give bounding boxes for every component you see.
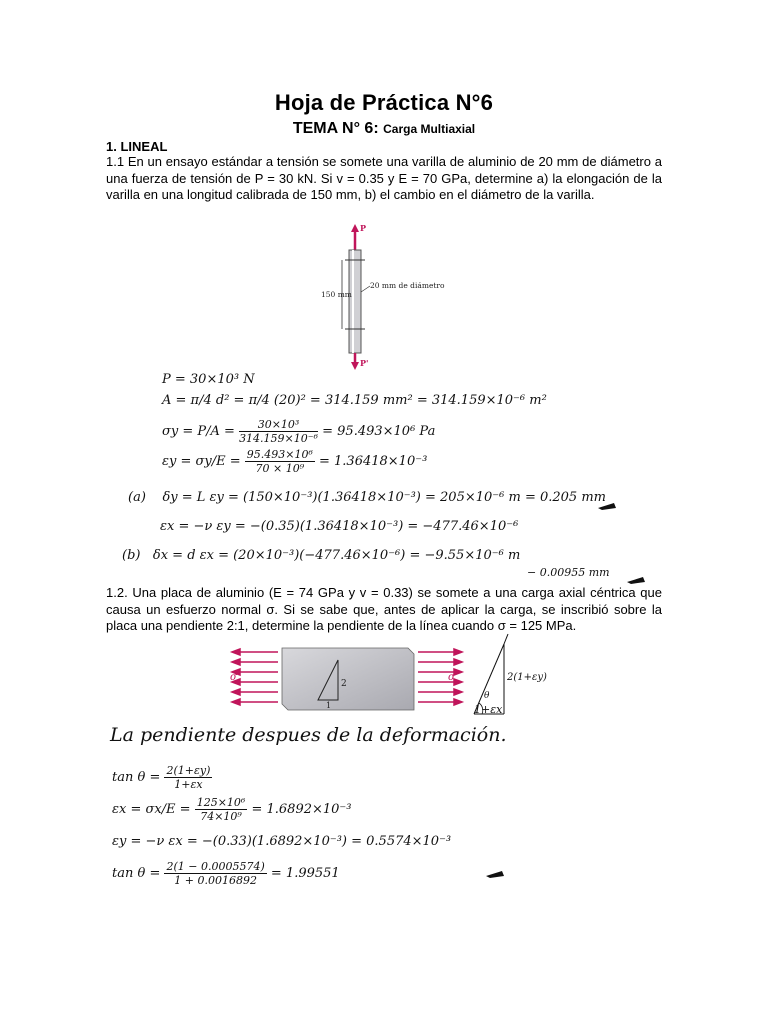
section-heading: 1. LINEAL <box>106 139 168 154</box>
answer-mark-icon <box>484 868 506 880</box>
solution-2-ex: εx = σx/E = $\frac{\text{125×10⁶}}{\text{74×10⁹}}$ = 1.6892×10⁻³ <box>112 796 352 823</box>
solution-2-ey: εy = −ν εx = −(0.33)(1.6892×10⁻³) = 0.5574×10⁻³ <box>112 834 452 849</box>
page-subtitle <box>0 120 768 138</box>
tema-label: TEMA N° 6 <box>292 120 374 137</box>
load-top-label: P <box>360 223 367 233</box>
tema-topic: Carga Multiaxial <box>383 122 476 136</box>
solution-line-sigma: σy = P/A = $\frac{\text{30×10³}}{\text{314.159×10⁻⁶}}$ = 95.493×10⁶ Pa <box>162 418 436 445</box>
sigma-right-label: σ <box>448 672 455 683</box>
triangle-base-label: 1+εx <box>474 703 503 716</box>
slope-rise-label: 2 <box>341 679 347 689</box>
page-title: Hoja de Práctica N°6 <box>274 90 494 115</box>
solution-2-tan-result: tan θ = $\frac{2(1 - 0.0005574)}{1 + 0.0016892}$ = 1.99551 <box>112 860 340 887</box>
tema-colon: : <box>373 120 379 137</box>
solution-line-area: A = π/4 d² = π/4 (20)² = 314.159 mm² = 314.159×10⁻⁶ m² <box>162 393 547 408</box>
rod-body <box>349 250 361 353</box>
solution-line-b-result: − 0.00955 mm <box>527 566 610 579</box>
solution-line-strain: εy = σy/E = $\frac{\text{95.493×10⁶}}{\text{70 × 10⁹}}$ = 1.36418×10⁻³ <box>162 448 428 475</box>
sigma-left-label: σ <box>230 672 237 683</box>
solution-2-heading: La pendiente despues de la deformación. <box>110 724 507 746</box>
solution-line-ex: εx = −ν εy = −(0.35)(1.36418×10⁻³) = −477.46×10⁻⁶ <box>160 519 519 534</box>
angle-label: θ <box>484 691 490 701</box>
solution-line-b: (b) δx = d εx = (20×10⁻³)(−477.46×10⁻⁶) = −9.55×10⁻⁶ m <box>122 548 521 563</box>
solution-2-tan: tan θ = $\frac{2(1+\varepsilon y)}{1+\varepsilon x}$ <box>112 764 211 791</box>
load-bottom-label: P' <box>360 358 369 368</box>
answer-mark-icon <box>596 500 618 512</box>
problem-1-1-text: 1.1 En un ensayo estándar a tensión se somete una varilla de aluminio de 20 mm de diámetro a una fuerza de tensión de P = 30 kN. Si v = 0.35 y E = 70 GPa, determine a) la elongación de la varilla en una longitud calibrada de 150 mm, b) el cambio en el diámetro de la varilla. <box>106 154 662 203</box>
vertical-label: 2(1+εy) <box>507 672 547 683</box>
solution-line-a: (a) δy = L εy = (150×10⁻³)(1.36418×10⁻³) = 205×10⁻⁶ m = 0.205 mm <box>128 490 606 505</box>
problem-1-2-text: 1.2. Una placa de aluminio (E = 74 GPa y v = 0.33) se somete a una carga axial céntrica que causa un esfuerzo normal σ. Si se sabe que, antes de aplicar la carga, se inscribió sobre la placa una pendiente 2:1, determine la pendiente de la línea cuando σ = 125 MPa. <box>106 585 662 634</box>
length-label: 150 mm <box>321 290 352 299</box>
rod-figure <box>320 222 480 372</box>
solution-line-p: P = 30×10³ N <box>162 372 255 387</box>
diameter-label: 20 mm de diámetro <box>370 281 445 290</box>
plate-figure <box>226 642 466 714</box>
slope-run-label: 1 <box>326 701 332 710</box>
